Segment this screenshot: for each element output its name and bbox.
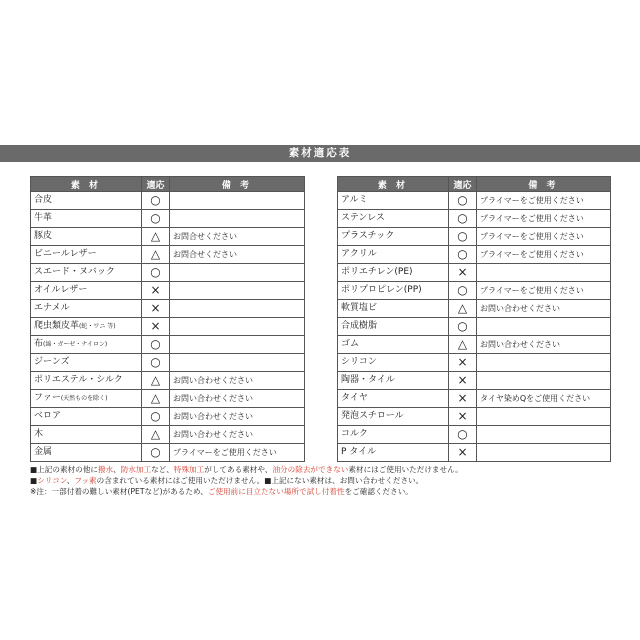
material-name-sub: (天然ものを除く) xyxy=(60,395,108,402)
remarks-cell: お問い合わせください xyxy=(170,408,305,426)
material-name xyxy=(31,426,142,444)
remarks-cell xyxy=(477,264,611,282)
suitability-mark: × xyxy=(449,264,477,282)
note-segment: をご確認ください。 xyxy=(344,487,413,496)
material-name-text: ジーンズ xyxy=(34,357,70,367)
material-name xyxy=(31,444,142,462)
material-name xyxy=(31,282,142,300)
material-name-text: ビニールレザー xyxy=(34,249,97,259)
material-name-text: 発泡スチロール xyxy=(341,411,404,421)
note-segment: ※注：一部付着の難しい素材(PETなど)があるため、 xyxy=(30,487,208,496)
table-row xyxy=(31,264,305,282)
table-row xyxy=(338,264,611,282)
material-name xyxy=(31,336,142,354)
material-name xyxy=(31,300,142,318)
note-line xyxy=(30,464,630,475)
table-row xyxy=(338,210,611,228)
material-name-text: コルク xyxy=(341,429,368,439)
remarks-cell xyxy=(477,426,611,444)
note-segment: 油分の除去ができない xyxy=(272,465,349,474)
table-row xyxy=(31,336,305,354)
table-row xyxy=(338,372,611,390)
material-name-text: ベロア xyxy=(34,411,62,421)
suitability-mark: ○ xyxy=(142,354,170,372)
table-row xyxy=(338,426,611,444)
material-table-left xyxy=(30,176,305,462)
material-name-text: オイルレザー xyxy=(34,285,88,295)
suitability-mark: × xyxy=(449,354,477,372)
note-segment: フッ素 xyxy=(74,476,97,485)
suitability-mark: × xyxy=(449,390,477,408)
remarks-cell xyxy=(477,444,611,462)
material-name-text: P タイル xyxy=(341,447,377,457)
header-material: 素 材 xyxy=(338,177,449,192)
suitability-mark: ○ xyxy=(142,264,170,282)
material-name xyxy=(31,372,142,390)
note-segment: シリコン xyxy=(37,476,67,485)
table-row xyxy=(31,210,305,228)
remarks-cell: プライマーをご使用ください xyxy=(477,228,611,246)
remarks-cell: プライマーをご使用ください xyxy=(170,444,305,462)
suitability-mark: △ xyxy=(142,246,170,264)
material-name-text: アルミ xyxy=(341,195,368,205)
table-row xyxy=(338,336,611,354)
material-name xyxy=(31,390,142,408)
material-name-text: 金属 xyxy=(34,447,53,457)
suitability-mark: × xyxy=(449,444,477,462)
table-row xyxy=(31,426,305,444)
remarks-cell xyxy=(170,192,305,210)
suitability-mark: △ xyxy=(142,390,170,408)
material-name xyxy=(31,408,142,426)
remarks-cell: タイヤ染めQをご使用ください xyxy=(477,390,611,408)
material-name xyxy=(338,426,449,444)
note-segment: 特殊加工 xyxy=(173,465,205,474)
material-table-right xyxy=(337,176,611,462)
note-segment: 素材にはご使用いただけません。 xyxy=(348,465,463,474)
material-name-text: ポリエチレン(PE) xyxy=(341,267,413,277)
note-segment: ■ xyxy=(30,476,38,485)
material-name-text: ステンレス xyxy=(341,213,385,223)
material-name-text: 布 xyxy=(34,339,44,349)
table-row xyxy=(338,300,611,318)
remarks-cell: プライマーをご使用ください xyxy=(477,282,611,300)
material-name-text: プラスチック xyxy=(341,231,395,241)
remarks-cell: プライマーをご使用ください xyxy=(477,210,611,228)
table-row xyxy=(338,318,611,336)
header-suitability: 適応 xyxy=(142,177,170,192)
remarks-cell xyxy=(170,282,305,300)
suitability-mark: ○ xyxy=(449,192,477,210)
notes-block xyxy=(30,464,630,497)
table-header-row xyxy=(338,177,611,192)
header-suitability: 適応 xyxy=(449,177,477,192)
table-row xyxy=(338,246,611,264)
note-segment: ■上記にない素材は、お問い合わせください。 xyxy=(264,476,424,485)
suitability-mark: × xyxy=(142,318,170,336)
suitability-mark: ○ xyxy=(142,192,170,210)
material-name xyxy=(338,228,449,246)
table-row xyxy=(338,282,611,300)
suitability-mark: △ xyxy=(449,300,477,318)
material-name xyxy=(31,246,142,264)
remarks-cell xyxy=(170,210,305,228)
material-name-text: ファー xyxy=(34,393,61,403)
header-remarks: 備 考 xyxy=(170,177,305,192)
note-line xyxy=(30,486,630,497)
material-name-text: ゴム xyxy=(341,339,360,349)
remarks-cell xyxy=(170,336,305,354)
table-row xyxy=(31,246,305,264)
material-name xyxy=(338,192,449,210)
table-row xyxy=(31,300,305,318)
suitability-mark: △ xyxy=(142,228,170,246)
remarks-cell xyxy=(170,354,305,372)
suitability-mark: × xyxy=(142,300,170,318)
material-name xyxy=(338,282,449,300)
suitability-mark: ○ xyxy=(142,336,170,354)
remarks-cell xyxy=(477,372,611,390)
suitability-mark: ○ xyxy=(449,210,477,228)
suitability-mark: ○ xyxy=(142,210,170,228)
suitability-mark: △ xyxy=(142,426,170,444)
material-name xyxy=(31,264,142,282)
note-segment: など、 xyxy=(151,465,174,474)
remarks-cell: お問い合わせください xyxy=(170,372,305,390)
material-name xyxy=(31,318,142,336)
material-name-text: 牛革 xyxy=(34,213,53,223)
table-row xyxy=(31,318,305,336)
header-material: 素 材 xyxy=(31,177,142,192)
remarks-cell xyxy=(170,318,305,336)
suitability-mark: ○ xyxy=(449,282,477,300)
suitability-mark: △ xyxy=(449,336,477,354)
remarks-cell: お問い合わせください xyxy=(477,300,611,318)
material-name-text: 陶器・タイル xyxy=(341,375,395,385)
material-name xyxy=(338,336,449,354)
material-name xyxy=(338,408,449,426)
table-row xyxy=(338,390,611,408)
remarks-cell xyxy=(170,300,305,318)
material-name-text: 軟質塩ビ xyxy=(341,303,378,313)
note-segment: 、 xyxy=(113,465,121,474)
table-row xyxy=(338,444,611,462)
remarks-cell: お問合せください xyxy=(170,246,305,264)
remarks-cell: お問い合わせください xyxy=(170,426,305,444)
material-name xyxy=(31,192,142,210)
remarks-cell xyxy=(170,264,305,282)
suitability-mark: ○ xyxy=(449,228,477,246)
suitability-mark: ○ xyxy=(449,246,477,264)
material-name-text: 豚皮 xyxy=(34,231,53,241)
suitability-mark: ○ xyxy=(449,426,477,444)
remarks-cell: お問合せください xyxy=(170,228,305,246)
table-row xyxy=(31,390,305,408)
suitability-mark: × xyxy=(142,282,170,300)
table-row xyxy=(338,192,611,210)
remarks-cell: プライマーをご使用ください xyxy=(477,192,611,210)
material-name xyxy=(31,228,142,246)
table-row xyxy=(31,354,305,372)
material-name-sub: (綿・ガーゼ・ナイロン) xyxy=(43,341,108,348)
material-name xyxy=(338,210,449,228)
material-name-text: タイヤ xyxy=(341,393,368,403)
note-segment: ご使用前に目立たない場所で試し付着性 xyxy=(207,487,345,496)
remarks-cell: お問い合わせください xyxy=(170,390,305,408)
remarks-cell xyxy=(477,318,611,336)
material-name xyxy=(338,390,449,408)
page-title: 素材適応表 xyxy=(0,145,640,162)
table-row xyxy=(338,228,611,246)
material-name-text: 合成樹脂 xyxy=(341,321,378,331)
table-row xyxy=(31,282,305,300)
header-remarks: 備 考 xyxy=(477,177,611,192)
material-name-text: エナメル xyxy=(34,303,70,313)
table-row xyxy=(338,354,611,372)
material-name xyxy=(338,300,449,318)
note-segment: 、 xyxy=(66,476,75,485)
table-row xyxy=(31,372,305,390)
table-row xyxy=(31,192,305,210)
remarks-cell xyxy=(477,354,611,372)
suitability-mark: ○ xyxy=(142,408,170,426)
table-row xyxy=(31,228,305,246)
material-name xyxy=(338,444,449,462)
suitability-mark: × xyxy=(449,408,477,426)
note-segment: ■上記の素材の他に xyxy=(30,465,98,474)
material-name xyxy=(31,354,142,372)
material-name xyxy=(338,264,449,282)
material-name-text: 木 xyxy=(34,429,44,439)
table-row xyxy=(31,408,305,426)
material-name-text: 爬虫類皮革 xyxy=(34,321,80,331)
note-segment: 撥水 xyxy=(97,465,114,474)
suitability-mark: ○ xyxy=(142,444,170,462)
material-name-text: シリコン xyxy=(341,357,377,367)
note-segment: がしてある素材や、 xyxy=(204,465,273,474)
remarks-cell: プライマーをご使用ください xyxy=(477,246,611,264)
suitability-mark: △ xyxy=(142,372,170,390)
material-name-text: スエード・ヌバック xyxy=(34,267,115,277)
material-name xyxy=(31,210,142,228)
suitability-mark: × xyxy=(449,372,477,390)
material-name xyxy=(338,318,449,336)
suitability-mark: ○ xyxy=(449,318,477,336)
note-line xyxy=(30,475,630,486)
table-row xyxy=(338,408,611,426)
remarks-cell xyxy=(477,408,611,426)
material-name xyxy=(338,354,449,372)
material-name xyxy=(338,372,449,390)
material-name xyxy=(338,246,449,264)
material-name-text: アクリル xyxy=(341,249,377,259)
remarks-cell: お問い合わせください xyxy=(477,336,611,354)
note-segment: の含まれている素材にはご使用いただけません。 xyxy=(96,476,265,485)
note-segment: 防水加工 xyxy=(120,465,152,474)
material-name-text: 合皮 xyxy=(34,195,53,205)
table-header-row xyxy=(31,177,305,192)
table-row xyxy=(31,444,305,462)
material-name-text: ポリプロピレン(PP) xyxy=(341,285,422,295)
material-name-sub: (蛇・ワニ 等) xyxy=(79,323,116,330)
material-name-text: ポリエステル・シルク xyxy=(34,375,123,385)
